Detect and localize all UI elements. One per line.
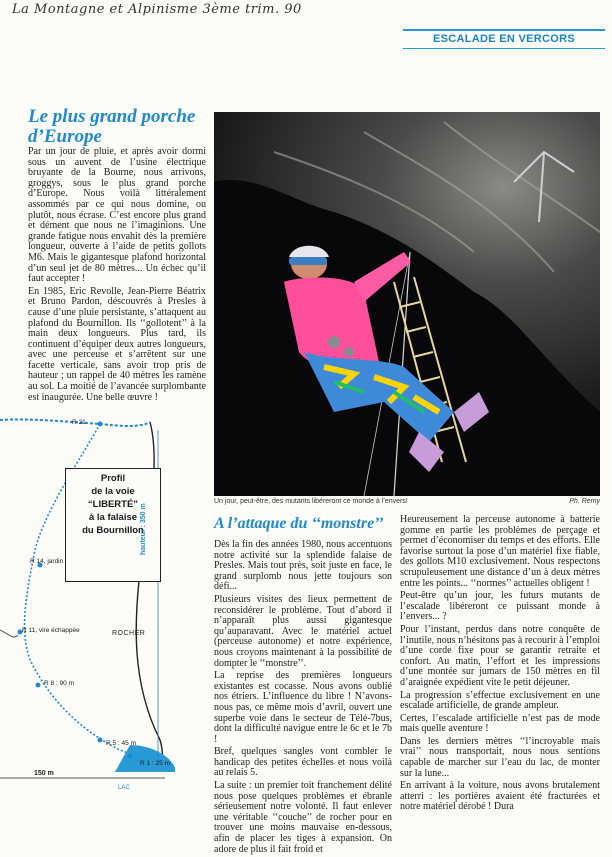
relay-label-r1: R 1 : 25 m bbox=[140, 760, 170, 767]
width-dimension-label: 150 m bbox=[34, 770, 54, 777]
article1-title: Le plus grand porche d’Europe bbox=[28, 106, 196, 147]
article2-left-paragraph: La suite : un premier toit franchement délité nous pose quelques problèmes et ébranle sérieusement notre volonté. Il faut enlever une véritable ‘‘couche’’ de rocher pour en trouver une moins mauvaise en-dessous, afin de placer les tiges à expansion. On adore de plus il fait froid et bbox=[214, 780, 392, 855]
profile-box-line: de la voie bbox=[91, 486, 135, 497]
article2-right-paragraph: Dans les derniers mètres ‘‘l’incroyable mais vrai’’ nous transportait, nous nous sentions capable de marcher sur l’eau du lac, de monter sur la lune... bbox=[400, 735, 600, 779]
article2-right-paragraph: Peut-être qu’un jour, les futurs mutants de l’escalade libéreront ce puissant monde à l’envers... ? bbox=[400, 590, 600, 623]
profile-box-line: Profil bbox=[100, 473, 126, 484]
article1-paragraph-1: Par un jour de pluie, et après avoir dormi sous un auvent de l’usine électrique bruyante de la Bourne, nous arrivons, groggys, sous le plus grand porche d’Europe. Nous voilà littéralement assommés par ce qui nous domine, ou plutôt, nous écrase. C’est encore plus grand et dément que nous ne l’imaginions. Une grande fatigue nous envahit dès la première longueur, ouverte à l’aide de petits gollots M6. Mais le gigantesque plafond horizontal d’un seul jet de 80 mètres... Un échec qu’il faut accepter ! bbox=[28, 146, 206, 285]
article2-right-paragraph: En arrivant à la voiture, nous avons brutalement atterri : les portières avaient été fracturées et notre matériel dérobé ! Dura bbox=[400, 780, 600, 813]
article2-left-paragraph: Dès la fin des années 1980, nous accentuons notre activité sur la splendide falaise de Presles. Mais tout près, soit juste en face, le grand surplomb nous jette toujours son défi... bbox=[214, 539, 392, 593]
section-title: ESCALADE EN VERCORS bbox=[433, 33, 575, 45]
rocher-label: ROCHER bbox=[112, 630, 146, 637]
article2-right-paragraph: Certes, l’escalade artificielle n’est pas de mode mais quelle aventure ! bbox=[400, 712, 600, 735]
section-header bbox=[403, 29, 605, 49]
photo-caption: Un jour, peut-être, des mutants libéreront ce monde à l’envers! bbox=[214, 498, 408, 505]
relay-label-r14: R 14, jardin bbox=[30, 558, 64, 565]
profile-box-line: “LIBERTÉ” bbox=[87, 499, 139, 510]
climber-photo bbox=[214, 112, 600, 496]
route-profile-diagram bbox=[0, 400, 212, 792]
article2-title: A l’attaque du ‘‘monstre’’ bbox=[214, 515, 384, 532]
article2-right-paragraph: Pour l’instant, perdus dans notre conquête de l’inutile, nous n’hésitons pas à recourir à l’emploi d’une corde fixe pour se garantir retraite et confort. Au matin, l’effort et les impressions d’une montée sur jumars de 150 mètres en fil d’araignée expédient vite le petit déjeuner. bbox=[400, 623, 600, 688]
article1-paragraph-2: En 1985, Eric Revolle, Jean-Pierre Béatrix et Bruno Pardon, déscouvrés à Presles à cause d’une pluie persistante, s’attaquent au plafond du Bournillon. Ils ‘‘gollotent’’ à la main deux longueurs. Plus tard, ils continuent d’équiper deux autres longueurs, avec une perceuse et s’arrêtent sur une facette verticale, sans avoir trop pris de hauteur ; un rappel de 40 mètres les ramène au sol. La moitié de l’avancée surplombante est inaugurée. Une belle œuvre ! bbox=[28, 285, 206, 403]
article2-left-paragraph: La reprise des premières longueurs existantes est cocasse. Nous avons oublié nos étriers. L’influence du libre ! N’avons-nous pas, ce même mois d’avril, ouvert une superbe voie dans le secteur de Télé-7bus, dont la difficulté navigue entre le 6c et le 7b ! bbox=[214, 670, 392, 745]
profile-box-line: du Bournillon bbox=[82, 525, 144, 536]
article2-left-paragraph: Plusieurs visites des lieux permettent de reconsidérer le problème. Tout d’abord il n’apparaît plus aussi gigantesque qu’auparavant. Avec le matériel actuel (perceuse autonome) et notre expérience, nous croyons maintenant à la possibilité de dompter le ‘‘monstre’’. bbox=[214, 593, 392, 669]
lac-label: LAC bbox=[118, 785, 130, 791]
profile-box-line: à la falaise bbox=[88, 512, 138, 523]
article2-col-right bbox=[400, 515, 600, 815]
article2-right-paragraph: Heureusement la perceuse autonome à batterie gomme en partie les problèmes de perçage et permet d’économiser du temps et des efforts. Elle favorise surtout la pose d’un matériel fixe fiable, des gollots M10 exclusivement. Nous respectons scrupuleusement une distance d’un à deux mètres entre les points... ‘‘normes’’ actuelles obligent ! bbox=[400, 514, 600, 589]
article1-body bbox=[28, 147, 206, 405]
relay-label-r5: R 5 : 45 m bbox=[106, 740, 136, 747]
relay-label-r11: R 11, vire échappée bbox=[22, 627, 80, 634]
photo-credit: Ph. Remy bbox=[569, 498, 600, 505]
photo-caption-row bbox=[214, 498, 600, 505]
article2-col-left bbox=[214, 540, 392, 857]
article2-left-paragraph: Bref, quelques sangles vont combler le handicap des petites échelles et nous voilà au relais 5. bbox=[214, 746, 392, 779]
relay-label-r21: R 21 bbox=[72, 419, 86, 426]
height-dimension-label: hauteur : 350 m bbox=[140, 503, 147, 555]
article2-right-paragraph: La progression s’effectue exclusivement en une escalade artificielle, de grande ampleur. bbox=[400, 689, 600, 712]
climber-photo-illustration bbox=[214, 112, 600, 496]
handwritten-annotation: La Montagne et Alpinisme 3ème trim. 90 bbox=[12, 2, 302, 17]
relay-label-r8: R 8 : 90 m bbox=[44, 680, 74, 687]
